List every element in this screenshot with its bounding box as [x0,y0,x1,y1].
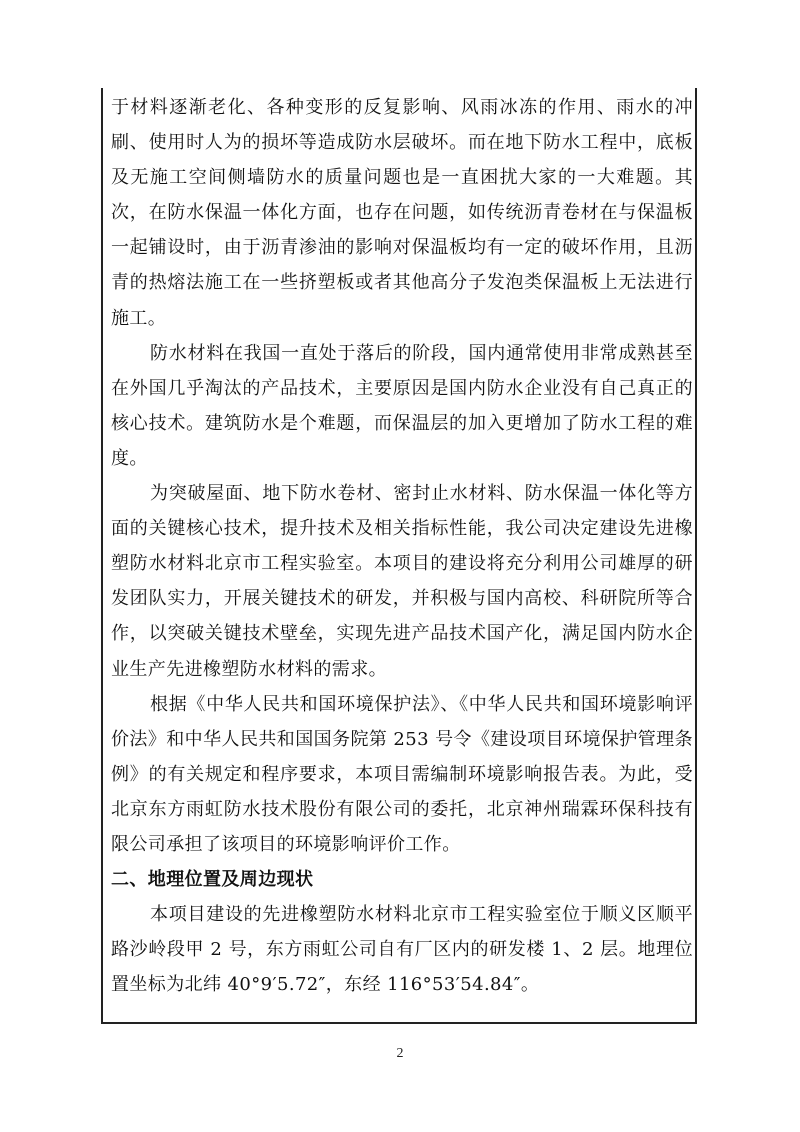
section-heading: 二、地理位置及周边现状 [111,869,314,891]
paragraph-waterproof-materials: 防水材料在我国一直处于落后的阶段，国内通常使用非常成熟甚至在外国几乎淘汰的产品技术，主要原因是国内防水企业没有自己真正的核心技术。建筑防水是个难题，而保温层的加入更增加了防水工程的难度。 [111,342,693,469]
document-body [111,90,693,1002]
paragraph-legal-basis: 根据《中华人民共和国环境保护法》、《中华人民共和国环境影响评价法》和中华人民共和国国务院第 253 号令《建设项目环境保护管理条例》的有关规定和程序要求，本项目需编制环境影响报告表。为此，受北京东方雨虹防水技术股份有限公司的委托，北京神州瑞霖环保科技有限公司承担了该项目的环境影响评价工作。 [111,693,693,855]
paragraph-continued: 于材料逐渐老化、各种变形的反复影响、风雨冰冻的作用、雨水的冲刷、使用时人为的损坏等造成防水层破坏。而在地下防水工程中，底板及无施工空间侧墙防水的质量问题也是一直困扰大家的一大难题。其次，在防水保温一体化方面，也存在问题，如传统沥青卷材在与保温板一起铺设时，由于沥青渗油的影响对保温板均有一定的破坏作用，且沥青的热熔法施工在一些挤塑板或者其他高分子发泡类保温板上无法进行施工。 [111,97,693,329]
paragraph-location: 本项目建设的先进橡塑防水材料北京市工程实验室位于顺义区顺平路沙岭段甲 2 号，东方雨虹公司自有厂区内的研发楼 1、2 层。地理位置坐标为北纬 40°9′5.72″，东经 116°53′54.84″。 [111,904,693,996]
paragraph-project-purpose: 为突破屋面、地下防水卷材、密封止水材料、防水保温一体化等方面的关键核心技术，提升技术及相关指标性能，我公司决定建设先进橡塑防水材料北京市工程实验室。本项目的建设将充分利用公司雄厚的研发团队实力，开展关键技术的研发，并积极与国内高校、科研院所等合作，以突破关键技术壁垒，实现先进产品技术国产化，满足国内防水企业生产先进橡塑防水材料的需求。 [111,483,693,680]
page-number: 2 [396,1046,404,1061]
